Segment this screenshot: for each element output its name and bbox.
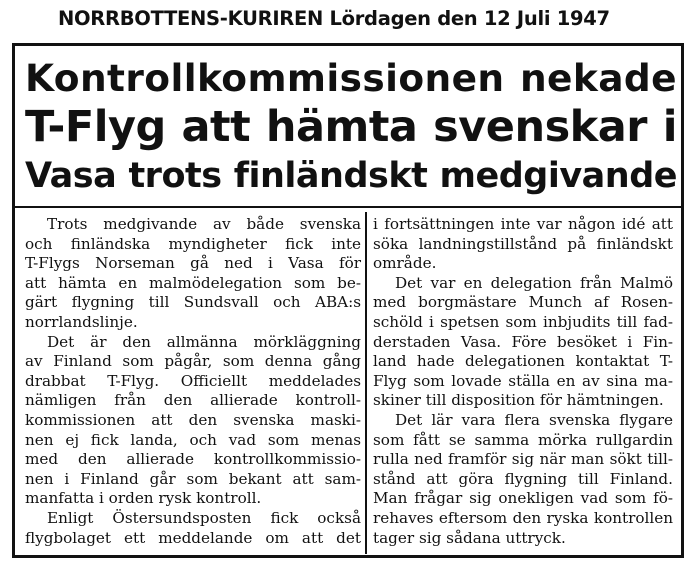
- text-line: stånd att göra flygning till Finland.: [373, 469, 673, 488]
- right-column: [373, 215, 673, 548]
- headline-line: T-Flyg att hämta svenskar i: [25, 102, 677, 152]
- text-line: Man frågar sig onekligen vad som fö-: [373, 489, 673, 508]
- text-line: som fått se samma mörka rullgardin: [373, 430, 673, 449]
- text-line: nämligen från den allierade kontroll-: [25, 391, 361, 410]
- text-line: och finländska myndigheter fick inte: [25, 234, 361, 253]
- text-line: skiner till disposition för hämtningen.: [373, 391, 664, 410]
- text-line: derstaden Vasa. Före besöket i Fin-: [373, 332, 673, 351]
- article-frame: [12, 43, 684, 558]
- text-line: rehaves eftersom den ryska kontrollen: [373, 508, 673, 527]
- text-line: schöld i spetsen som inbjudits till fad-: [373, 312, 673, 331]
- text-line: att hämta en malmödelegation som be-: [25, 273, 361, 292]
- left-column: [25, 215, 361, 548]
- text-line: med den allierade kontrollkommissio-: [25, 450, 361, 469]
- text-line: norrlandslinje.: [25, 312, 138, 331]
- text-line: Trots medgivande av både svenska: [47, 215, 361, 233]
- text-line: flygbolaget ett meddelande om att det: [25, 528, 361, 547]
- text-line: land hade delegationen kontaktat T-: [373, 352, 673, 371]
- text-line: Det lär vara flera svenska flygare: [395, 410, 673, 429]
- text-line: söka landningstillstånd på finländskt: [373, 234, 673, 253]
- text-line: rulla ned framför sig när man sökt till-: [373, 450, 673, 469]
- text-line: tager sig sådana uttryck.: [373, 528, 566, 547]
- text-line: Det är den allmänna mörkläggning: [47, 332, 361, 351]
- text-line: T-Flygs Norseman gå ned i Vasa för: [25, 254, 361, 273]
- headline-divider: [15, 206, 681, 208]
- text-line: med borgmästare Munch af Rosen-: [373, 293, 673, 312]
- masthead: NORRBOTTENS-KURIREN Lördagen den 12 Juli 1947: [58, 7, 610, 30]
- text-line: gärt flygning till Sundsvall och ABA:s: [25, 293, 361, 312]
- column-divider: [365, 212, 367, 554]
- headline-line: Vasa trots finländskt medgivande: [25, 156, 677, 196]
- text-line: Flyg som lovade ställa en av sina ma-: [373, 371, 673, 390]
- text-line: drabbat T-Flyg. Officiellt meddelades: [25, 371, 361, 390]
- text-line: nen ej fick landa, och vad som menas: [25, 430, 361, 449]
- text-line: av Finland som pågår, som denna gång: [25, 352, 361, 371]
- text-line: Det var en delegation från Malmö: [395, 273, 673, 292]
- text-line: område.: [373, 254, 437, 273]
- text-line: nen i Finland går som bekant att sam-: [25, 469, 361, 488]
- text-line: kommissionen att den svenska maski-: [25, 410, 361, 429]
- text-line: i fortsättningen inte var någon idé att: [373, 215, 673, 233]
- headline: [25, 54, 677, 201]
- headline-line: Kontrollkommissionen nekade: [25, 56, 677, 100]
- text-line: Enligt Östersundsposten fick också: [47, 508, 361, 527]
- text-line: manfatta i orden rysk kontroll.: [25, 489, 262, 508]
